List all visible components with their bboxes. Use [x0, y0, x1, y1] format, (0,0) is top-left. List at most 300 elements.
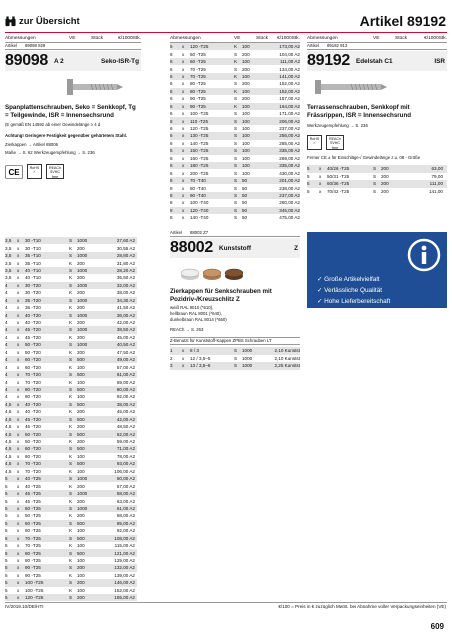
col-price: €/1000Stk. [118, 36, 141, 41]
col-abmessungen: Abmessungen [307, 36, 338, 41]
screw-image [5, 74, 141, 100]
table-cell: K [234, 73, 238, 79]
article-material: Edelstah C1 [356, 57, 393, 65]
table-row [307, 173, 447, 180]
table-cell: 45,00 A2 [116, 409, 135, 415]
table-cell: 6 [170, 73, 173, 79]
table-cell: 40,50 A2 [116, 342, 135, 348]
table-cell: S [234, 185, 238, 191]
table-cell: x [17, 312, 20, 318]
binoculars-icon [5, 16, 16, 27]
table-row [170, 347, 300, 354]
table-row [5, 482, 137, 489]
table-cell: x [17, 572, 20, 578]
table-cell: 100 [77, 558, 85, 564]
table-cell: x [17, 297, 20, 303]
table-cell: 4,5 [5, 409, 12, 415]
table-cell: x [182, 215, 185, 221]
table-cell: x [17, 364, 20, 370]
reach-link[interactable]: REACh → S. 263 [170, 327, 204, 333]
table-cell: 100 [242, 103, 250, 109]
table-row [5, 282, 137, 289]
table-cell: S [69, 446, 73, 452]
table-row [5, 549, 137, 556]
table-cell: 6 [170, 81, 173, 87]
table-cell: 40/26 -T25 [327, 166, 350, 172]
table-cell: 80 -T20 [25, 386, 41, 392]
info-box [307, 232, 447, 308]
table-cell: 8 [170, 200, 173, 206]
table-cell: K [69, 558, 73, 564]
table-cell: 3,5 [5, 260, 12, 266]
rohs-badge [27, 164, 42, 179]
rohs-badge [307, 135, 322, 150]
table-cell: 5 [5, 520, 8, 526]
table-cell: 335,00 A2 [279, 163, 300, 169]
table-cell: x [17, 372, 20, 378]
table-row [170, 125, 300, 132]
table-cell: K [69, 453, 73, 459]
info-item [317, 296, 390, 307]
table-cell: 100 [242, 170, 250, 176]
table-cell: S [373, 166, 377, 172]
table-cell: S [69, 461, 73, 467]
table-cell: 8 / 3 [190, 348, 199, 354]
table-row [170, 192, 300, 199]
table-row [170, 147, 300, 154]
table-cell: 1000 [242, 348, 253, 354]
table-cell: 35 -T10 [25, 260, 41, 266]
table-row [170, 110, 300, 117]
table-cell: 60 -T20 [25, 364, 41, 370]
table-cell: 173,00 A2 [279, 44, 300, 50]
table-cell: 6 [170, 103, 173, 109]
table-cell: 157,00 A2 [279, 96, 300, 102]
table-cell: 120 -T25 [190, 44, 209, 50]
article-number-small: 89098 929 [24, 43, 46, 48]
table-cell: 5 [5, 565, 8, 571]
info-item-label: Große Artikelvielfalt [324, 276, 380, 283]
table-header-mid [170, 36, 300, 43]
table-cell: 4 [5, 386, 8, 392]
table-row [170, 80, 300, 87]
table-cell: 4 [5, 297, 8, 303]
table-cell: 6 [170, 140, 173, 146]
table-cell: 30 -T20 [25, 290, 41, 296]
table-cell: 111,00 A2 [279, 59, 300, 65]
table-cell: 4 [5, 320, 8, 326]
table-cell: 100 [242, 118, 250, 124]
table-cell: 5 [5, 587, 8, 593]
table-cell: 40 -T10 [25, 267, 41, 273]
table-cell: 200 [77, 290, 85, 296]
footer-rule [5, 602, 447, 603]
table-cell: 4,5 [5, 461, 12, 467]
table-cell: 79,00 [431, 173, 443, 179]
table-cell: K [69, 513, 73, 519]
table-cell: 129,00 A2 [114, 558, 135, 564]
table-cell: 4,5 [5, 401, 12, 407]
table-cell: 8 [170, 185, 173, 191]
table-cell: 58,00 A2 [116, 491, 135, 497]
table-cell: K [69, 260, 73, 266]
table-cell: 238,00 A2 [279, 185, 300, 191]
reference-links[interactable]: Werkzeugempfehlung → S. 236 [307, 123, 368, 129]
table-cell: S [69, 535, 73, 541]
table-cell: 200 [242, 96, 250, 102]
table-cell: S [234, 81, 238, 87]
table-cell: 70 -T20 [25, 461, 41, 467]
table-cell: 100 [242, 111, 250, 117]
table-cell: 139,00 A2 [114, 572, 135, 578]
table-cell: 52,00 A2 [116, 431, 135, 437]
table-cell: S [69, 505, 73, 511]
table-cell: x [17, 424, 20, 430]
table-cell: x [17, 379, 20, 385]
page-header [0, 0, 452, 34]
table-cell: x [17, 505, 20, 511]
table-cell: K [69, 543, 73, 549]
table-cell: 70 -T20 [25, 379, 41, 385]
table-cell: 5 [307, 166, 310, 172]
table-cell: 42,00 A2 [116, 320, 135, 326]
table-row [170, 214, 300, 221]
col-stueck: Stück [256, 36, 268, 41]
table-cell: 68,00 A2 [116, 513, 135, 519]
table-cell: S [69, 238, 73, 244]
table-cell: 4 [5, 282, 8, 288]
table-cell: S [69, 520, 73, 526]
product-88002 [170, 230, 300, 370]
table-cell: 5 [5, 572, 8, 578]
table-cell: 104,00 A2 [279, 51, 300, 57]
table-cell: 50 [242, 185, 248, 191]
table-cell: x [17, 439, 20, 445]
table-cell: 70 -T40 [190, 178, 206, 184]
table-cell: x [17, 342, 20, 348]
table-cell: x [17, 535, 20, 541]
table-cell: 5 [5, 543, 8, 549]
table-cell: 500 [77, 372, 85, 378]
table-row [5, 304, 137, 311]
table-cell: 200 [77, 260, 85, 266]
table-cell: 70 -T25 [190, 66, 206, 72]
table-cell: 60 -T20 [25, 453, 41, 459]
table-cell: 45,00 A2 [116, 334, 135, 340]
table-row [5, 460, 137, 467]
table-cell: 8 [170, 207, 173, 213]
table-cell: 70/42 -T25 [327, 188, 350, 194]
table-cell: 200 [77, 439, 85, 445]
table-cell: x [182, 59, 185, 65]
table-cell: x [182, 363, 185, 369]
table-cell: 70 -T25 [25, 535, 41, 541]
table-cell: 3,5 [5, 267, 12, 273]
table-row [170, 207, 300, 214]
table-cell: x [17, 290, 20, 296]
col-ve: VE [69, 36, 76, 41]
table-cell: S [234, 111, 238, 117]
table-cell: 100 [242, 155, 250, 161]
table-row [5, 244, 137, 251]
table-cell: 4 [5, 327, 8, 333]
table-cell: 8 [170, 178, 173, 184]
article-number-bar [170, 238, 300, 258]
table-row [5, 274, 137, 281]
table-cell: K [69, 572, 73, 578]
table-cell: 45 -T20 [25, 334, 41, 340]
table-cell: S [69, 267, 73, 273]
table-cell: x [17, 238, 20, 244]
table-cell: x [17, 550, 20, 556]
table-cell: S [234, 133, 238, 139]
table-cell: x [17, 409, 20, 415]
table-88002-rows [170, 347, 300, 369]
table-cell: x [319, 188, 322, 194]
accessory-link[interactable]: Zierkappen → Artikel 88006 [5, 142, 59, 148]
table-cell: x [182, 348, 185, 354]
table-cell: 165,00 A2 [114, 595, 135, 601]
table-row [5, 252, 137, 259]
table-cell: 70 -T25 [190, 73, 206, 79]
table-cell: 200 [242, 66, 250, 72]
table-cell: 50 [242, 215, 248, 221]
table-cell: 45 -T25 [25, 491, 41, 497]
table-row [170, 65, 300, 72]
table-cell: x [182, 44, 185, 50]
table-cell: x [182, 51, 185, 57]
table-cell: 164,00 A2 [279, 103, 300, 109]
table-cell: x [319, 166, 322, 172]
table-cell: x [17, 327, 20, 333]
table-cell: 335,00 A2 [279, 148, 300, 154]
table-row [170, 103, 300, 110]
table-cell: S [69, 297, 73, 303]
table-cell: K [69, 528, 73, 534]
product-note: (E gemäß EN 14592 ab einer Gewindelänge ≥ 4 d [5, 122, 101, 128]
article-number-small: 89192 913 [326, 43, 348, 48]
table-row [5, 326, 137, 333]
table-cell: 80 -T20 [25, 394, 41, 400]
table-cell: 4 [5, 305, 8, 311]
table-cell: x [17, 446, 20, 452]
table-cell: 5 [307, 173, 310, 179]
table-cell: S [234, 126, 238, 132]
table-cell: 4 [5, 342, 8, 348]
col-price: €/1000Stk. [424, 36, 447, 41]
table-cell: S [69, 357, 73, 363]
table-cell: 6 [170, 155, 173, 161]
reference-links[interactable]: Maße → S. 62 Werkzeugempfehlung → S. 236 [5, 150, 95, 156]
article-number: 89098 [5, 52, 48, 69]
check-icon: ✓ [317, 287, 325, 294]
table-cell: 120 -T40 [190, 207, 209, 213]
table-cell: 500 [77, 535, 85, 541]
back-link[interactable] [5, 16, 80, 27]
article-label: Artikel [5, 43, 17, 48]
table-cell: 100 -T40 [190, 200, 209, 206]
table-cell: x [319, 181, 322, 187]
table-cell: 100 [77, 364, 85, 370]
table-cell: 285,00 A2 [279, 140, 300, 146]
screw-image [307, 74, 447, 100]
table-cell: 110 -T25 [190, 118, 209, 124]
table-cell: 50 [242, 207, 248, 213]
table-cell: 45 -T20 [25, 327, 41, 333]
table-row [307, 180, 447, 187]
table-cell: 100 -T25 [190, 111, 209, 117]
table-cell: x [17, 468, 20, 474]
table-cell: 38,00 A2 [116, 290, 135, 296]
col-stueck: Stück [395, 36, 407, 41]
table-cell: 4,5 [5, 439, 12, 445]
table-cell: 32,00 A2 [116, 282, 135, 288]
table-cell: 430,00 A2 [279, 170, 300, 176]
info-item-label: Verlässliche Qualität [324, 287, 383, 294]
table-cell: 1000 [77, 327, 88, 333]
table-cell: 60 -T20 [25, 446, 41, 452]
col-stueck: Stück [91, 36, 103, 41]
table-cell: x [17, 386, 20, 392]
table-cell: 1000 [77, 505, 88, 511]
table-cell: x [182, 88, 185, 94]
table-row [5, 438, 137, 445]
check-icon: ✓ [32, 170, 36, 175]
table-cell: K [234, 44, 238, 50]
table-cell: 152,00 A2 [279, 88, 300, 94]
table-cell: S [69, 327, 73, 333]
table-cell: S [234, 178, 238, 184]
table-row [5, 267, 137, 274]
header-rule [5, 32, 447, 33]
table-cell: S [234, 355, 238, 361]
table-cell: 6 [170, 96, 173, 102]
table-cell: x [17, 431, 20, 437]
article-label: Artikel [307, 43, 319, 48]
table-cell: 3 [170, 363, 173, 369]
table-cell: 90 -T40 [190, 192, 206, 198]
table-cell: 500 [77, 386, 85, 392]
table-cell: S [234, 215, 238, 221]
table-cell: 28,80 A2 [116, 253, 135, 259]
table-cell: 2,10 Kunstst [274, 348, 300, 354]
table-cell: S [234, 200, 238, 206]
table-cell: 100 -T25 [25, 587, 44, 593]
table-row [5, 349, 137, 356]
table-cell: K [69, 483, 73, 489]
table-cell: K [69, 498, 73, 504]
table-cell: 100 [242, 59, 250, 65]
table-cell: 6 [170, 170, 173, 176]
table-cell: 100 [242, 163, 250, 169]
table-row [170, 50, 300, 57]
table-cell: 1 [170, 348, 173, 354]
table-cell: 100 [77, 543, 85, 549]
table-cell: x [182, 73, 185, 79]
table-cell: 4 [5, 334, 8, 340]
article-material: Kunststoff [219, 244, 251, 252]
table-cell: 5 [5, 550, 8, 556]
table-cell: K [234, 88, 238, 94]
table-cell: 6 [170, 59, 173, 65]
table-cell: 100 [77, 528, 85, 534]
table-row [5, 579, 137, 586]
table-row [5, 386, 137, 393]
table-cell: x [17, 282, 20, 288]
table-cell: K [69, 394, 73, 400]
product-description: Terrassenschrauben, Senkkopf mit Frässrippen, ISR = Innensechsrund [307, 104, 412, 119]
table-row [5, 520, 137, 527]
table-cell: 70 -T20 [25, 468, 41, 474]
table-cell: x [182, 163, 185, 169]
table-row [5, 594, 137, 601]
table-cell: x [182, 96, 185, 102]
table-cell: S [69, 595, 73, 601]
table-cell: 111,00 [429, 181, 443, 187]
table-row [5, 334, 137, 341]
table-cell: x [17, 305, 20, 311]
table-cell: 6 [170, 163, 173, 169]
col-abmessungen: Abmessungen [5, 36, 36, 41]
table-cell: 4,5 [5, 446, 12, 452]
table-cell: 200 [242, 81, 250, 87]
table-row [5, 259, 137, 266]
table-cell: 31,80 A2 [116, 260, 135, 266]
table-row [170, 155, 300, 162]
table-cell: x [182, 66, 185, 72]
table-cell: 12 / 3,5–5 [190, 355, 211, 361]
table-cell: K [69, 439, 73, 445]
table-cell: 5 [5, 535, 8, 541]
table-cell: S [69, 476, 73, 482]
table-row [5, 453, 137, 460]
table-cell: 200 [77, 275, 85, 281]
table-cell: 5 [5, 476, 8, 482]
table-cell: x [17, 253, 20, 259]
table-cell: S [234, 51, 238, 57]
table-row [170, 177, 300, 184]
table-cell: x [17, 245, 20, 251]
table-cell: 92,00 A2 [116, 394, 135, 400]
table-cell: x [182, 192, 185, 198]
table-cell: x [17, 453, 20, 459]
product-description: Spanplattenschrauben, Seko = Senkkopf, Tg = Teilgewinde, ISR = Innensechsrund [5, 104, 136, 119]
color-option: weiß RAL 9010 (*610), [170, 305, 214, 311]
table-cell: S [234, 155, 238, 161]
table-cell: 200 [77, 409, 85, 415]
table-cell: x [17, 357, 20, 363]
table-cell: x [17, 275, 20, 281]
table-cell: 1000 [77, 476, 88, 482]
table-cell: 500 [77, 446, 85, 452]
product-warning: Achtung! Geringere Festigkeit gegenüber gehärtetem Stahl. [5, 133, 128, 139]
info-list [317, 274, 390, 307]
table-cell: 1000 [77, 238, 88, 244]
table-cell: 61,00 A2 [116, 505, 135, 511]
certification-badges [307, 135, 447, 150]
col-ve: VE [234, 36, 241, 41]
table-row [170, 88, 300, 95]
table-row [5, 408, 137, 415]
table-cell: 60 -T20 [25, 357, 41, 363]
table-cell: S [69, 550, 73, 556]
table-cell: S [234, 207, 238, 213]
table-header [5, 36, 141, 43]
table-cell: 30 -T10 [25, 245, 41, 251]
table-row [170, 73, 300, 80]
table-cell: x [17, 267, 20, 273]
table-cell: 70 -T25 [25, 543, 41, 549]
